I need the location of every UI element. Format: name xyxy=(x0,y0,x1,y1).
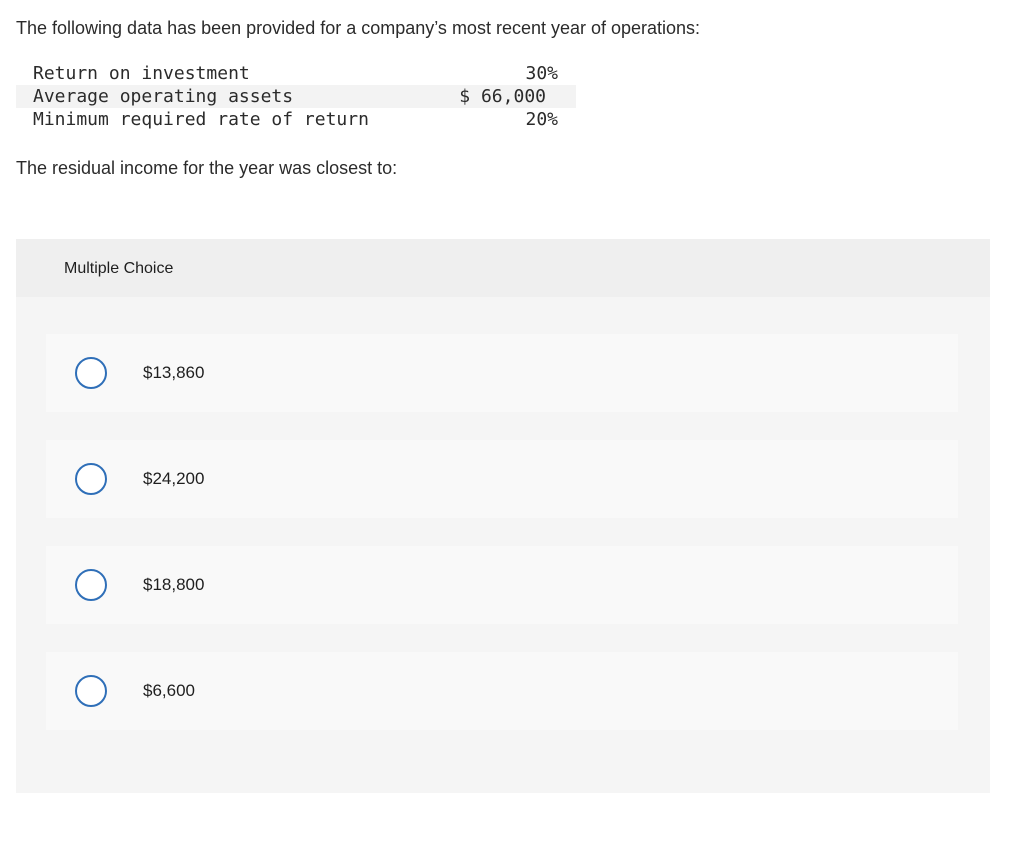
data-value: 30% xyxy=(525,63,558,84)
answer-option-label: $24,200 xyxy=(143,469,205,488)
answer-option-label: $18,800 xyxy=(143,575,205,594)
given-data-table xyxy=(16,62,576,131)
multiple-choice-panel xyxy=(16,239,990,793)
multiple-choice-label: Multiple Choice xyxy=(64,260,174,277)
answer-option[interactable] xyxy=(46,546,958,624)
question-text: The residual income for the year was closest to: xyxy=(16,158,398,178)
multiple-choice-header xyxy=(16,239,990,297)
data-label: Minimum required rate of return xyxy=(33,109,369,130)
answer-option-label: $13,860 xyxy=(143,363,205,382)
data-value: 20% xyxy=(525,109,558,130)
radio-button-icon[interactable] xyxy=(75,357,107,389)
answer-option[interactable] xyxy=(46,440,958,518)
data-row-average-operating-assets xyxy=(16,85,576,108)
data-value: $ 66,000 xyxy=(459,86,546,107)
radio-button-icon[interactable] xyxy=(75,569,107,601)
data-label: Return on investment xyxy=(33,63,250,84)
data-label: Average operating assets xyxy=(33,86,294,107)
data-row-minimum-required-rate xyxy=(16,108,576,131)
answer-option[interactable] xyxy=(46,334,958,412)
data-row-return-on-investment xyxy=(16,62,576,85)
answer-option[interactable] xyxy=(46,652,958,730)
radio-button-icon[interactable] xyxy=(75,463,107,495)
problem-intro: The following data has been provided for a company’s most recent year of operations: xyxy=(16,18,701,38)
answer-option-label: $6,600 xyxy=(143,681,195,700)
radio-button-icon[interactable] xyxy=(75,675,107,707)
